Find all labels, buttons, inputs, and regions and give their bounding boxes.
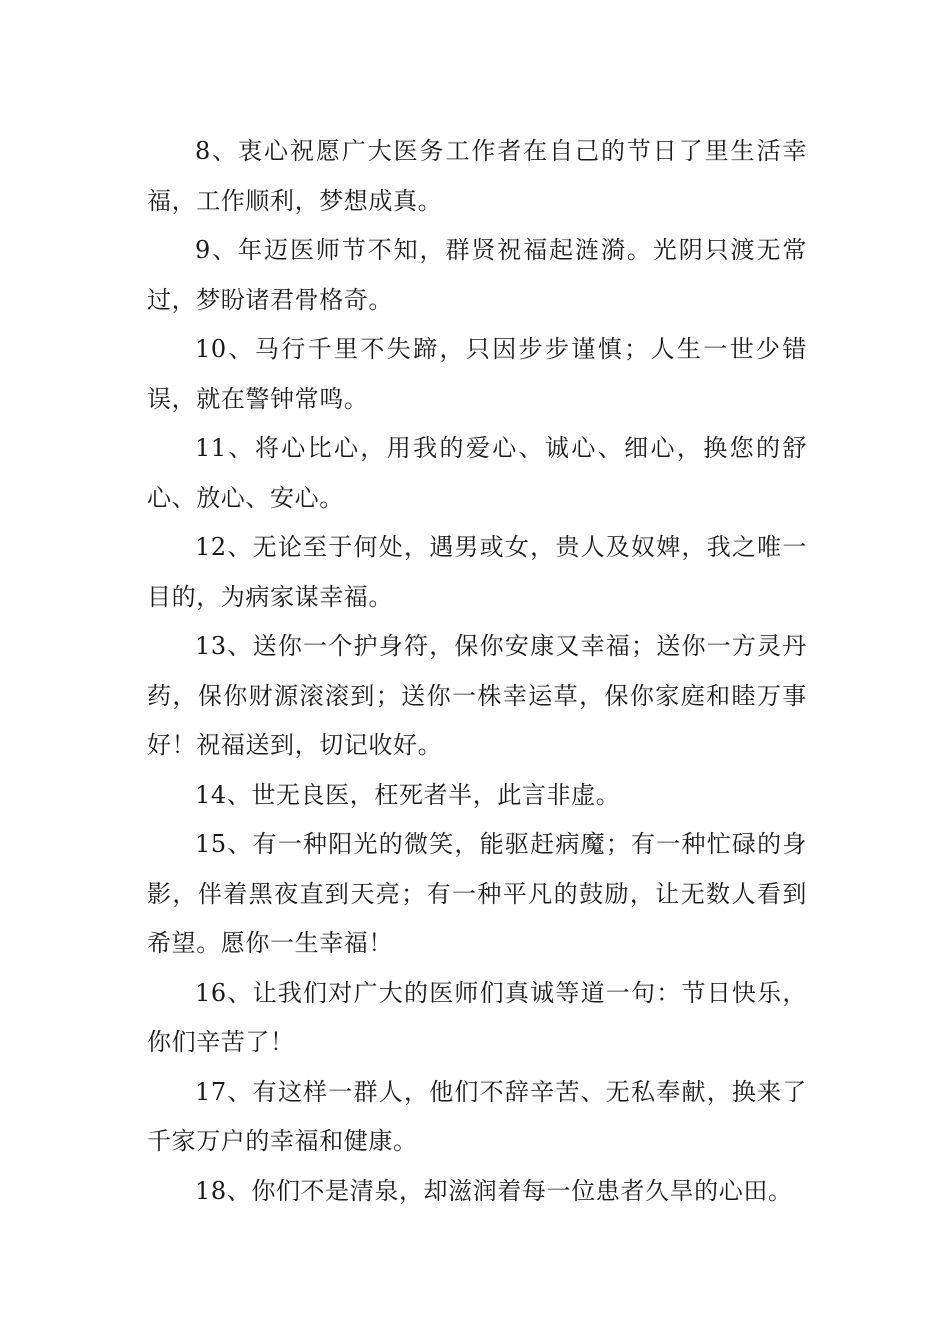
paragraph-8: 8、衷心祝愿广大医务工作者在自己的节日了里生活幸福，工作顺利，梦想成真。 (147, 137, 807, 215)
paragraph-10: 10、马行千里不失蹄，只因步步谨慎；人生一世少错误，就在警钟常鸣。 (147, 335, 807, 413)
paragraph-17: 17、有这样一群人，他们不辞辛苦、无私奉献，换来了千家万户的幸福和健康。 (147, 1077, 807, 1155)
paragraph-13: 13、送你一个护身符，保你安康又幸福；送你一方灵丹药，保你财源滚滚到；送你一株幸运草，保你家庭和睦万事好！祝福送到，切记收好。 (147, 632, 807, 759)
paragraph-9: 9、年迈医师节不知，群贤祝福起涟漪。光阴只渡无常过，梦盼诸君骨格奇。 (147, 236, 807, 314)
paragraph-18: 18、你们不是清泉，却滋润着每一位患者久旱的心田。 (195, 1176, 793, 1205)
document-body (147, 127, 807, 1216)
paragraph-16: 16、让我们对广大的医师们真诚等道一句：节日快乐，你们辛苦了！ (147, 978, 807, 1056)
paragraph-15: 15、有一种阳光的微笑，能驱赶病魔；有一种忙碌的身影，伴着黑夜直到天亮；有一种平凡的鼓励，让无数人看到希望。愿你一生幸福！ (147, 830, 807, 957)
paragraph-12: 12、无论至于何处，遇男或女，贵人及奴婢，我之唯一目的，为病家谋幸福。 (147, 533, 807, 611)
paragraph-14: 14、世无良医，枉死者半，此言非虚。 (195, 780, 621, 809)
paragraph-11: 11、将心比心，用我的爱心、诚心、细心，换您的舒心、放心、安心。 (147, 434, 807, 512)
